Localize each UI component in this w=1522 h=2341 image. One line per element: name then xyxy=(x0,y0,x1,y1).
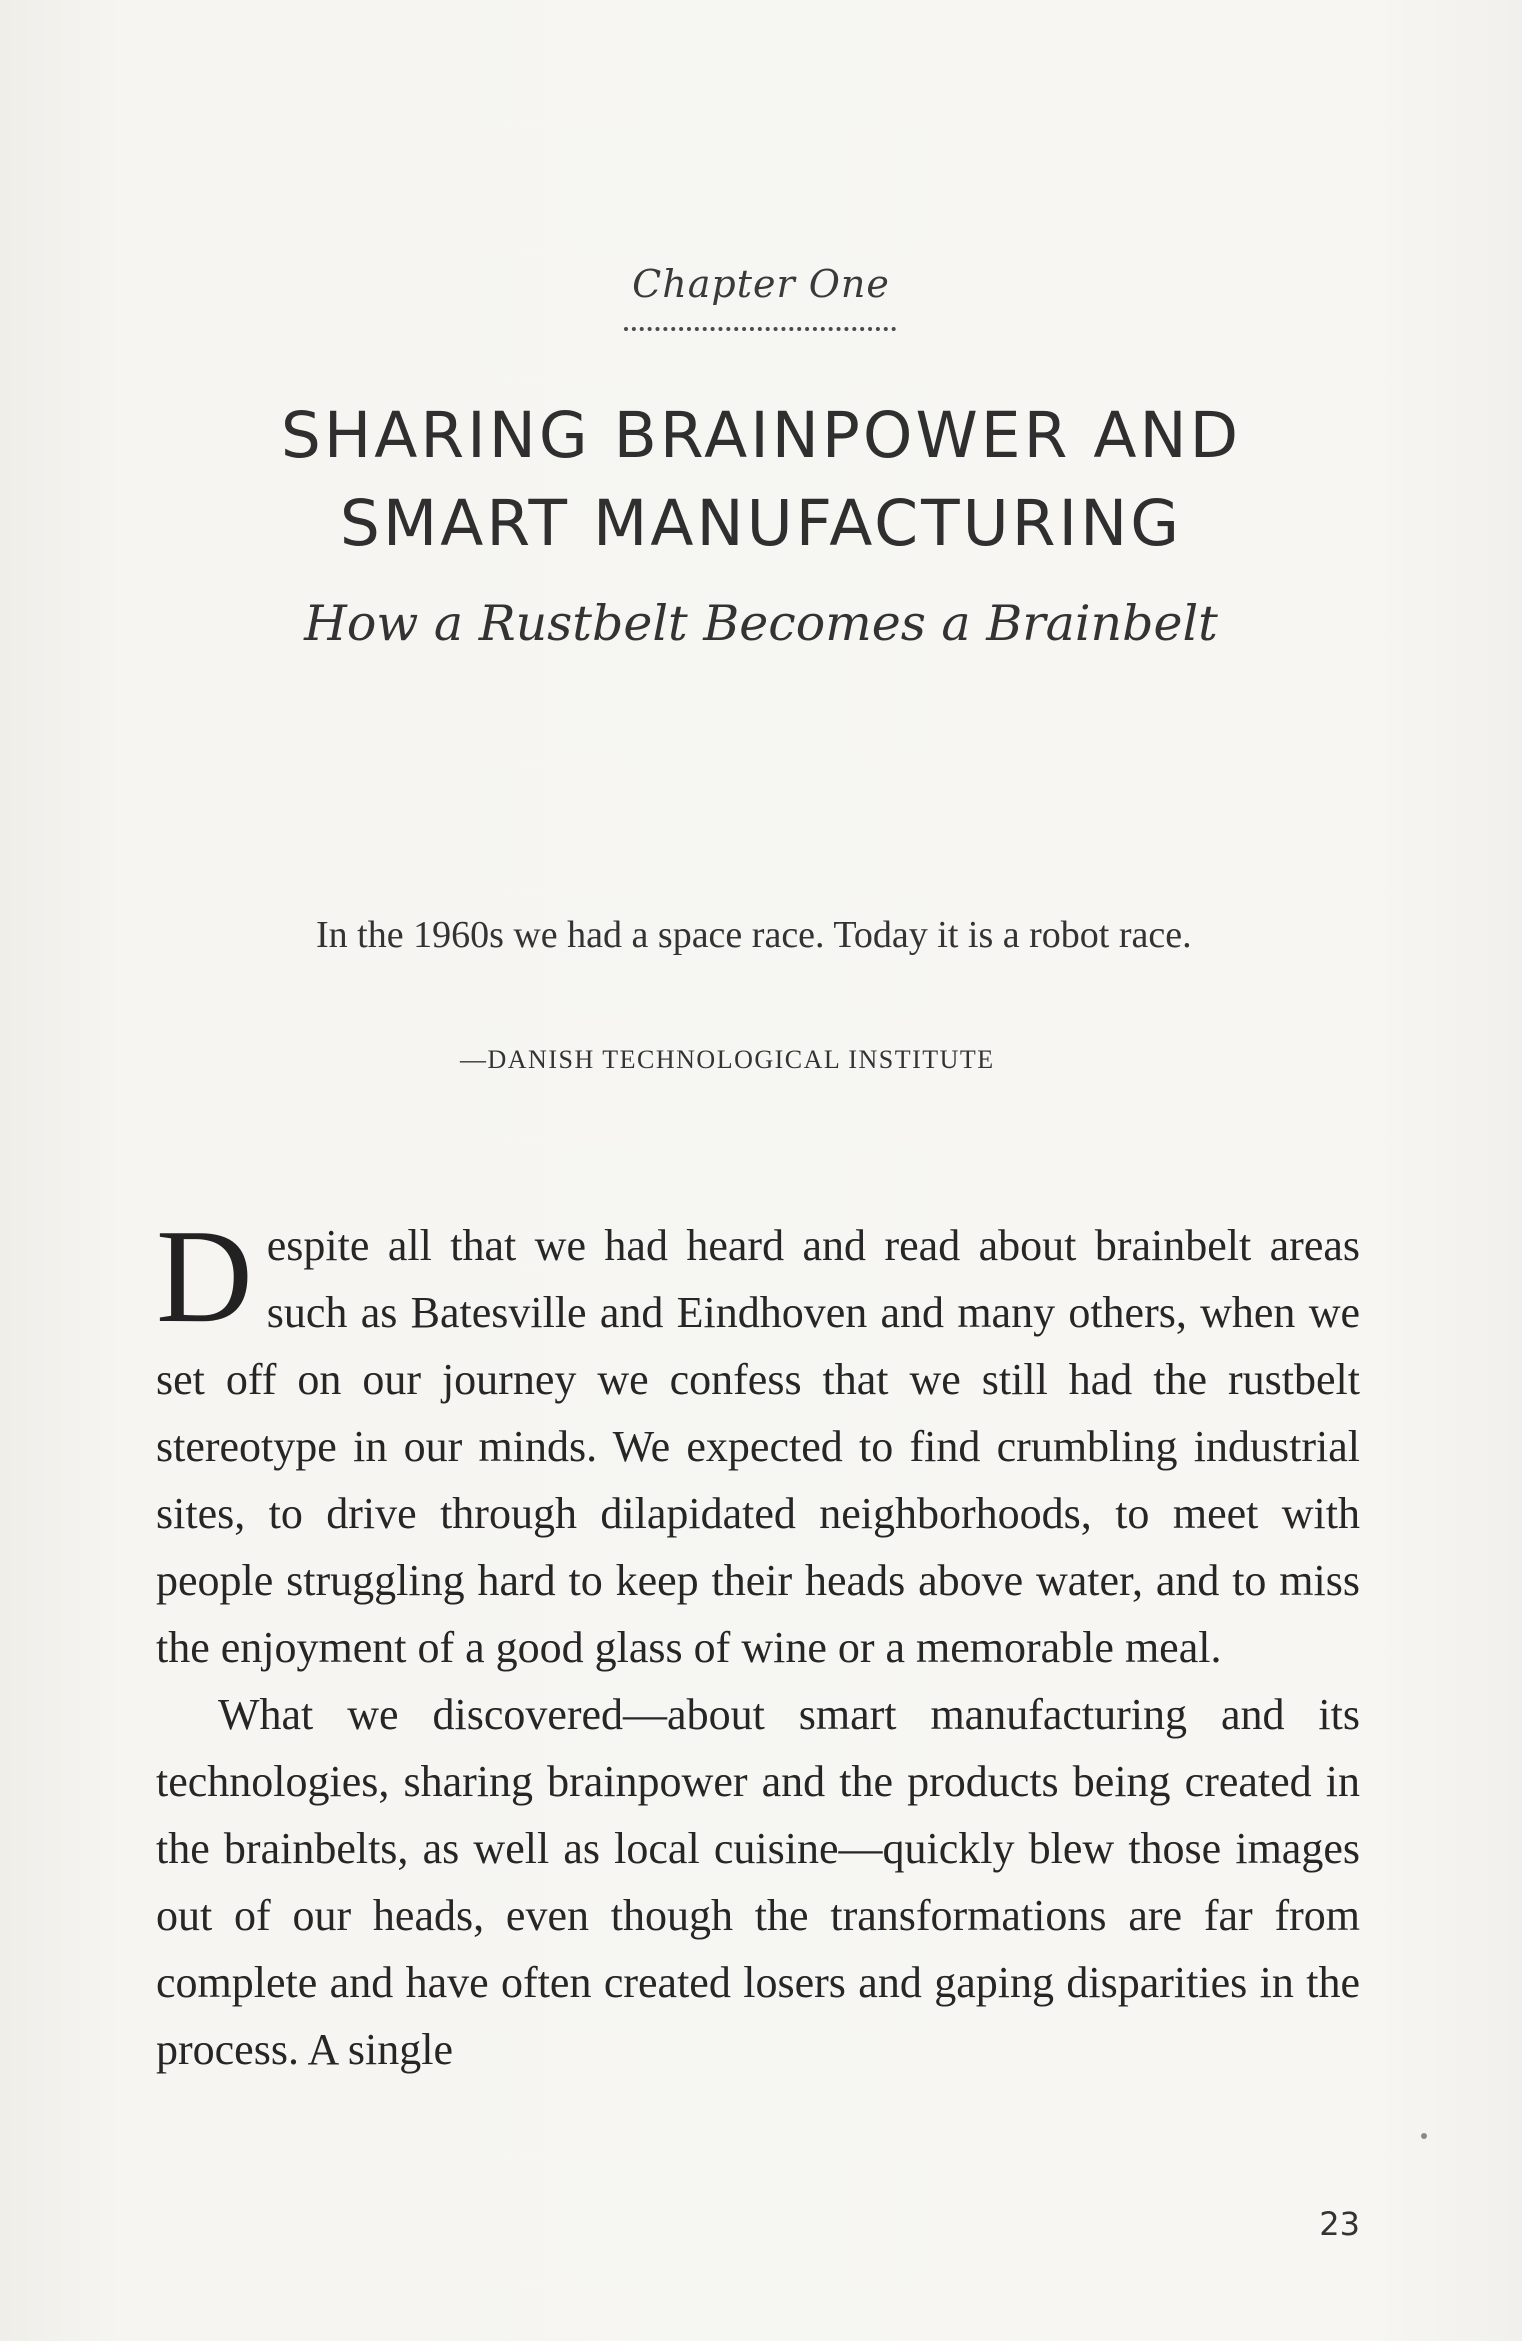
chapter-label: Chapter One xyxy=(632,262,890,306)
chapter-dotted-rule xyxy=(624,327,896,331)
drop-cap: D xyxy=(156,1202,253,1350)
chapter-title xyxy=(0,392,1522,568)
chapter-title-line-1: SHARING BRAINPOWER AND xyxy=(280,399,1242,472)
epigraph-quote: In the 1960s we had a space race. Today it is a robot race. xyxy=(316,914,1192,956)
paper-speck xyxy=(1421,2133,1427,2139)
paragraph-1 xyxy=(156,1202,1360,1681)
page-number: 23 xyxy=(1319,2205,1360,2243)
chapter-subtitle: How a Rustbelt Becomes a Brainbelt xyxy=(304,595,1218,652)
paragraph-1-text: espite all that we had heard and read about brainbelt areas such as Batesville and Eindhoven and many others, when we set off on our journey we confess that we still had the rustbelt stereotype in our minds. We expected to find crumbling industrial sites, to drive through dilapidated neighborhoods, to meet with people struggling hard to keep their heads above water, and to miss the enjoyment of a good glass of wine or a memorable meal. xyxy=(156,1221,1360,1672)
epigraph-source: —DANISH TECHNOLOGICAL INSTITUTE xyxy=(460,1045,995,1074)
body-text xyxy=(156,1202,1360,2083)
chapter-title-line-2: SMART MANUFACTURING xyxy=(339,487,1183,560)
paragraph-2: What we discovered—about smart manufacturing and its technologies, sharing brainpower and the products being created in the brainbelts, as well as local cuisine—quickly blew those images out of our heads, even though the transformations are far from complete and have often created losers and gaping disparities in the process. A single xyxy=(156,1690,1360,2074)
